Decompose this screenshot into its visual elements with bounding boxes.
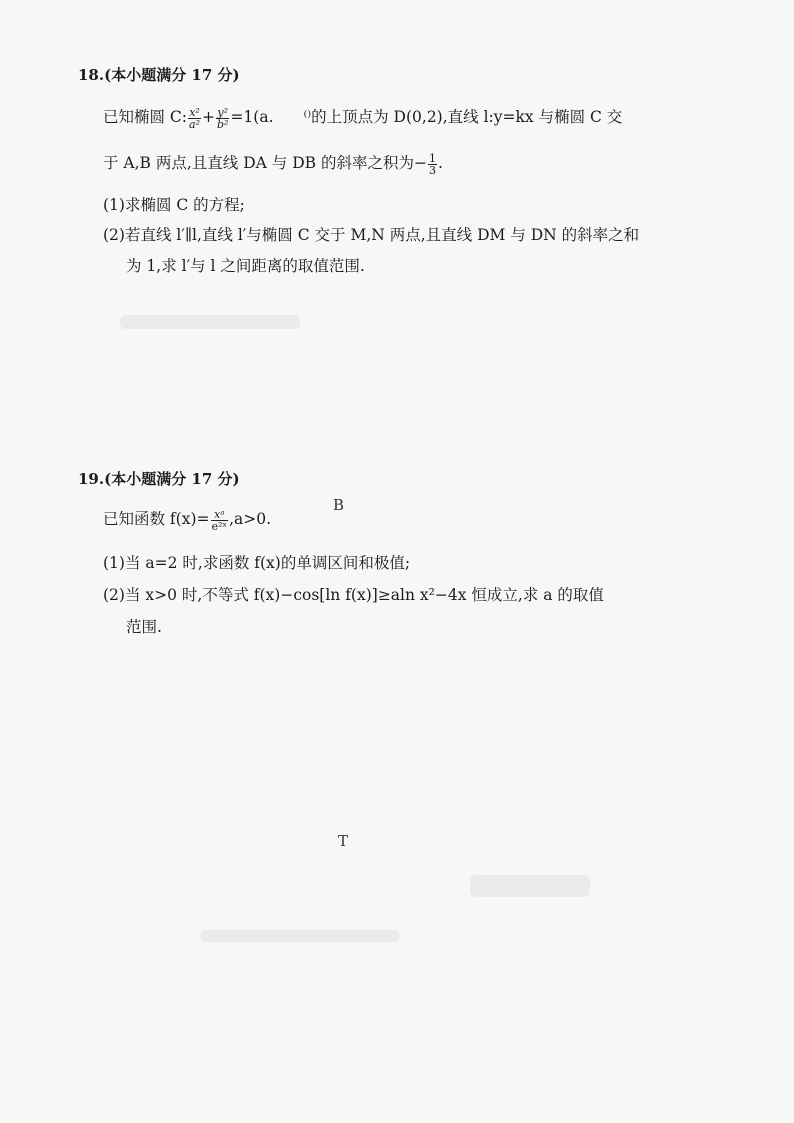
fraction-numerator: 1: [428, 151, 436, 165]
q19-line1-prefix: 已知函数 f(x)=: [103, 510, 210, 528]
q19-part2-line1: (2)当 x>0 时,不等式 f(x)−cos[ln f(x)]≥aln x²−4x 恒成立,求 a 的取值: [103, 586, 604, 604]
q18-line1-suffix: ⁽⁾的上顶点为 D(0,2),直线 l:y=kx 与椭圆 C 交: [303, 108, 623, 126]
fraction-numerator: y²: [217, 105, 229, 119]
q19-line1: [103, 508, 271, 532]
q18-header: 18.(本小题满分 17 分): [78, 66, 240, 84]
q18-line1-eq: =1(a.: [230, 108, 274, 126]
q18-line1-prefix: 已知椭圆 C:: [103, 108, 188, 126]
fraction-denominator: a²: [189, 117, 200, 131]
function-fraction: [211, 509, 229, 532]
slope-product-fraction: [428, 153, 437, 176]
scan-smudge: [200, 930, 400, 942]
q18-line1: [103, 106, 622, 130]
fraction-denominator: e²ˣ: [211, 519, 228, 533]
q19-part1: (1)当 a=2 时,求函数 f(x)的单调区间和极值;: [103, 554, 411, 572]
fraction-numerator: xᵃ: [211, 509, 229, 521]
q18-line2-text: 于 A,B 两点,且直线 DA 与 DB 的斜率之积为−: [103, 154, 427, 172]
scan-smudge: [470, 875, 590, 897]
stray-mark-t: T: [338, 832, 349, 850]
q19-header: 19.(本小题满分 17 分): [78, 470, 240, 488]
q18-part2-line1: (2)若直线 l′∥l,直线 l′与椭圆 C 交于 M,N 两点,且直线 DM 与 DN 的斜率之和: [103, 226, 640, 244]
q18-part1: (1)求椭圆 C 的方程;: [103, 196, 245, 214]
q19-line1-suffix: ,a>0.: [229, 510, 272, 528]
stray-mark-b: B: [333, 496, 345, 514]
fraction-numerator: x²: [189, 105, 200, 119]
period: .: [437, 154, 443, 172]
fraction-denominator: b²: [216, 117, 229, 131]
plus-sign: +: [201, 108, 215, 126]
q19-part2-line2: 范围.: [126, 618, 162, 636]
q18-part2-line2: 为 1,求 l′与 l 之间距离的取值范围.: [126, 257, 365, 275]
scan-smudge: [120, 315, 300, 329]
q18-line2: [103, 152, 443, 176]
ellipse-y-fraction: [216, 107, 229, 130]
ellipse-x-fraction: [188, 107, 201, 130]
fraction-denominator: 3: [428, 163, 436, 177]
